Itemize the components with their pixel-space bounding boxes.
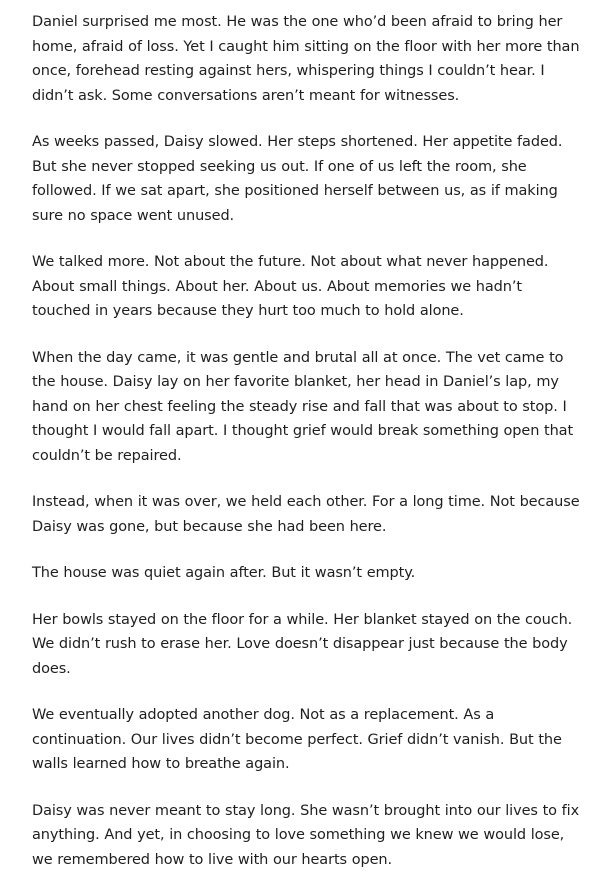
paragraph: As weeks passed, Daisy slowed. Her steps shortened. Her appetite faded. But she never stopped seeking us out. If one of us left the room, she followed. If we sat apart, she positioned herself between us, as if making sure no space went unused. [32,134,563,224]
paragraph: Her bowls stayed on the floor for a while. Her blanket stayed on the couch. We didn’t rush to erase her. Love doesn’t disappear just because the body does. [32,611,573,677]
paragraph: We eventually adopted another dog. Not as a replacement. As a continuation. Our lives didn’t become perfect. Grief didn’t vanish. But the walls learned how to breathe again. [32,707,562,772]
paragraph: We talked more. Not about the future. Not about what never happened. About small things. About her. About us. About memories we hadn’t touched in years because they hurt too much to hold alone. [32,254,549,319]
paragraph: The house was quiet again after. But it wasn’t empty. [32,565,416,581]
paragraph: Instead, when it was over, we held each other. For a long time. Not because Daisy was gone, but because she had been here. [32,494,580,535]
paragraph: When the day came, it was gentle and brutal all at once. The vet came to the house. Daisy lay on her favorite blanket, her head in Daniel’s lap, my hand on her chest feeling the steady rise and fall that was about to stop. I thought I would fall apart. I thought grief would break something open that couldn’t be repaired. [32,349,574,464]
article-body [32,10,584,894]
paragraph: Daniel surprised me most. He was the one who’d been afraid to bring her home, afraid of loss. Yet I caught him sitting on the floor with her more than once, forehead resting against hers, whispering things I couldn’t hear. I didn’t ask. Some conversations aren’t meant for witnesses. [32,14,580,104]
paragraph: Daisy was never meant to stay long. She wasn’t brought into our lives to fix anything. And yet, in choosing to love something we knew we would lose, we remembered how to live with our hearts open. [32,802,580,868]
